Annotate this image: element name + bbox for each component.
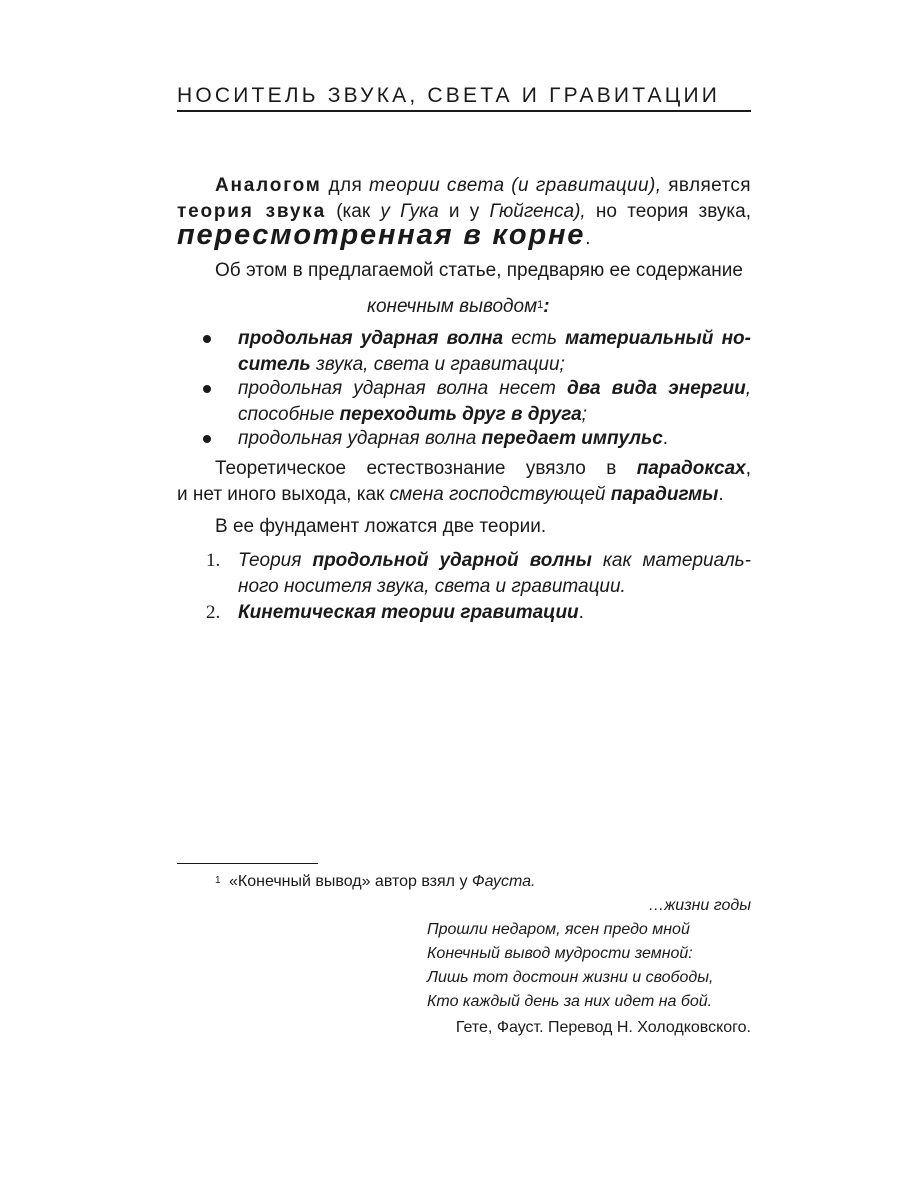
numbered-2-line-1: Кинетическая теории гравитации. bbox=[238, 602, 584, 623]
bullet-3-line-1: продольная ударная волна передает импульс. bbox=[238, 428, 669, 449]
intro-line-4: Об этом в предлагаемой статье, предваряю ее содержание bbox=[215, 260, 743, 281]
header-rule bbox=[177, 110, 751, 112]
intro-line-2: теория звука (как у Гука и у Гюйгенса), но теория звука, bbox=[177, 201, 752, 222]
poem-line: Прошли недаром, ясен предо мной bbox=[427, 921, 690, 938]
bullet-1-line-1: продольная ударная волна есть материальный но- bbox=[238, 328, 751, 349]
conclusion-heading: конечным выводом$^1$: bbox=[367, 296, 550, 317]
list-number: 2. bbox=[206, 602, 221, 623]
footnote-mark: 1 bbox=[215, 875, 221, 886]
poem-line: Кто каждый день за них идет на бой. bbox=[427, 993, 713, 1010]
numbered-1-line-2: ного носителя звука, света и гравитации. bbox=[238, 576, 626, 597]
numbered-1-line-1: Теория продольной ударной волны как материаль- bbox=[238, 550, 752, 571]
list-number: 1. bbox=[206, 550, 221, 571]
poem-line: Лишь тот достоин жизни и свободы, bbox=[427, 969, 714, 986]
bullet-2-line-2: способные переходить друг в друга; bbox=[238, 404, 587, 425]
bullet-marker bbox=[203, 385, 211, 393]
para2-line-1: Теоретическое естествознание увязло в парадоксах, bbox=[215, 458, 751, 479]
bullet-1-line-2: ситель звука, света и гравитации; bbox=[238, 354, 565, 375]
para3: В ее фундамент ложатся две теории. bbox=[215, 516, 547, 537]
footnote-text: «Конечный вывод» автор взял у Фауста. bbox=[229, 873, 536, 890]
bullet-marker bbox=[203, 435, 211, 443]
poem-attribution: Гете, Фауст. Перевод Н. Холодковского. bbox=[455, 1019, 751, 1036]
poem-line: Конечный вывод мудрости земной: bbox=[427, 945, 693, 962]
intro-line-3: пересмотренная в корне. bbox=[177, 219, 591, 251]
bullet-2-line-1: продольная ударная волна несет два вида энергии, bbox=[238, 378, 751, 399]
intro-line-1: Аналогом для теории света (и гравитации), является bbox=[215, 175, 751, 196]
footnote-rule bbox=[177, 863, 318, 864]
bullet-marker bbox=[203, 335, 211, 343]
running-head: НОСИТЕЛЬ ЗВУКА, СВЕТА И ГРАВИТАЦИИ bbox=[177, 84, 721, 107]
poem-line: …жизни годы bbox=[648, 897, 751, 914]
para2-line-2: и нет иного выхода, как смена господствующей парадигмы. bbox=[177, 484, 724, 505]
